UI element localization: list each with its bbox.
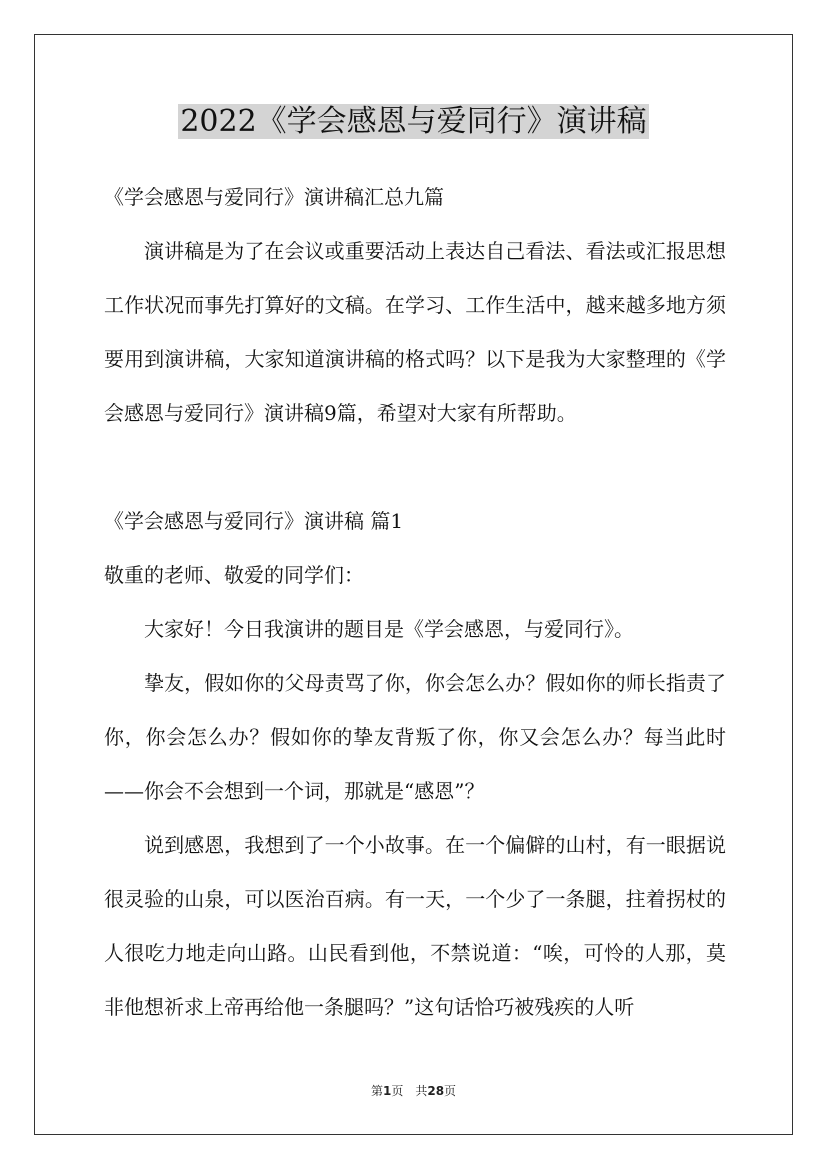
body-paragraph: 说到感恩，我想到了一个小故事。在一个偏僻的山村，有一眼据说很灵验的山泉，可以医治百病。有一天，一个少了一条腿，拄着拐杖的人很吃力地走向山路。山民看到他，不禁说道：“唉，可怜的人那，莫非他想祈求上帝再给他一条腿吗？”这句话恰巧被残疾的人听: [104, 833, 726, 1019]
section-heading: 《学会感恩与爱同行》演讲稿 篇1: [104, 509, 404, 533]
page-label-suffix: 页: [391, 1084, 404, 1098]
intro-paragraph: 演讲稿是为了在会议或重要活动上表达自己看法、看法或汇报思想工作状况而事先打算好的文稿。在学习、工作生活中，越来越多地方须要用到演讲稿，大家知道演讲稿的格式吗？以下是我为大家整理的《学会感恩与爱同行》演讲稿9篇，希望对大家有所帮助。: [104, 239, 726, 425]
total-pages: 28: [427, 1084, 445, 1098]
page-footer: [0, 1082, 827, 1099]
body-paragraph: 大家好！今日我演讲的题目是《学会感恩，与爱同行》。: [144, 617, 634, 641]
page-label-prefix: 第: [370, 1084, 383, 1098]
salutation: 敬重的老师、敬爱的同学们：: [104, 563, 364, 587]
section-spacer: [104, 440, 726, 494]
total-label-prefix: 共: [415, 1084, 428, 1098]
total-label-suffix: 页: [444, 1084, 457, 1098]
document-body: [104, 170, 726, 1034]
body-paragraph: 挚友，假如你的父母责骂了你，你会怎么办？假如你的师长指责了你，你会怎么办？假如你的挚友背叛了你，你又会怎么办？每当此时——你会不会想到一个词，那就是“感恩”？: [104, 671, 726, 803]
document-title: [0, 100, 827, 144]
page-number: 1: [382, 1084, 392, 1098]
document-subtitle: 《学会感恩与爱同行》演讲稿汇总九篇: [104, 185, 444, 209]
document-title-text: 2022《学会感恩与爱同行》演讲稿: [180, 104, 647, 139]
